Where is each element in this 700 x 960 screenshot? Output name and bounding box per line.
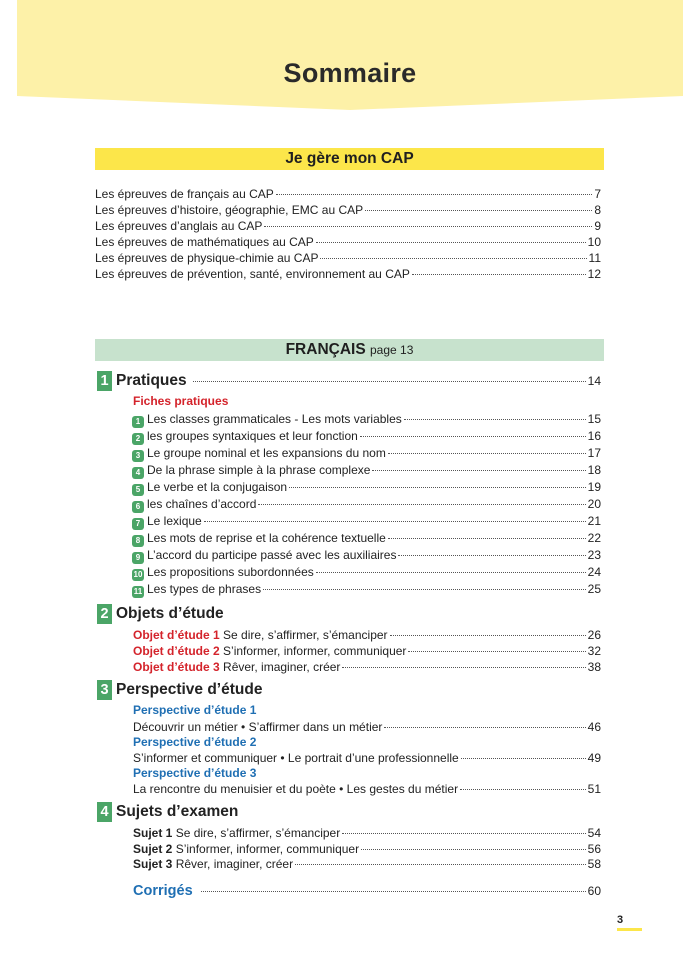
fiche-number-badge: 5	[132, 484, 144, 496]
fiche-number-badge: 1	[132, 416, 144, 428]
chapter-pratiques[interactable]: 1 Pratiques 14	[97, 371, 601, 393]
sujet-entry[interactable]: Sujet 3 Rêver, imaginer, créer 58	[133, 857, 601, 871]
perspective-heading: Perspective d’étude 2	[133, 735, 257, 749]
fiche-number-badge: 3	[132, 450, 144, 462]
toc-entry[interactable]: Les épreuves de prévention, santé, environnement au CAP 12	[95, 267, 601, 281]
toc-entry[interactable]: Les épreuves d’anglais au CAP 9	[95, 219, 601, 233]
header-banner	[0, 0, 700, 112]
corriges-entry[interactable]: Corrigés 60	[133, 883, 601, 899]
francais-section-heading	[95, 339, 604, 361]
fiche-entry[interactable]: 4 De la phrase simple à la phrase complexe 18	[132, 462, 601, 479]
fiches-pratiques-label: Fiches pratiques	[133, 394, 229, 408]
chapter-sujets-examen[interactable]: 4 Sujets d’examen	[97, 802, 601, 824]
page-number: 3	[617, 914, 624, 926]
toc-entry[interactable]: Les épreuves de mathématiques au CAP 10	[95, 235, 601, 249]
fiche-number-badge: 9	[132, 552, 144, 564]
fiche-number-badge: 11	[133, 587, 143, 596]
fiche-entry[interactable]: 6 les chaînes d’accord 20	[132, 496, 601, 513]
chapter-objets-etude[interactable]: 2 Objets d’étude	[97, 604, 601, 626]
fiche-entry[interactable]: 8 Les mots de reprise et la cohérence textuelle 22	[132, 530, 601, 547]
fiche-entry[interactable]: 3 Le groupe nominal et les expansions du nom 17	[132, 445, 601, 462]
fiche-entry[interactable]: 9 L’accord du participe passé avec les auxiliaires 23	[132, 547, 601, 564]
fiche-entry[interactable]: 1 Les classes grammaticales - Les mots variables 15	[132, 411, 601, 428]
chapter-number-badge: 3	[97, 680, 112, 700]
francais-heading-title: FRANÇAIS	[285, 341, 366, 358]
fiche-entry[interactable]: 7 Le lexique 21	[132, 513, 601, 530]
toc-entry[interactable]: Les épreuves de français au CAP 7	[95, 187, 601, 201]
objet-entry[interactable]: Objet d’étude 2 S’informer, informer, communiquer 32	[133, 644, 601, 658]
objet-entry[interactable]: Objet d’étude 3 Rêver, imaginer, créer 38	[133, 660, 601, 674]
chapter-number-badge: 1	[97, 371, 112, 391]
francais-heading-page: page 13	[370, 343, 414, 357]
cap-section-heading: Je gère mon CAP	[95, 148, 604, 170]
fiche-number-badge: 2	[132, 433, 144, 445]
fiche-number-badge: 6	[132, 501, 144, 513]
page-number-underline	[617, 928, 642, 931]
chapter-perspective-etude[interactable]: 3 Perspective d’étude	[97, 680, 601, 702]
perspective-heading: Perspective d’étude 3	[133, 766, 257, 780]
perspective-entry[interactable]: La rencontre du menuisier et du poète • Les gestes du métier 51	[133, 782, 601, 796]
chapter-number-badge: 2	[97, 604, 112, 624]
page-title: Sommaire	[283, 58, 417, 88]
chapter-number-badge: 4	[97, 802, 112, 822]
fiche-number-badge: 10	[133, 570, 143, 579]
perspective-heading: Perspective d’étude 1	[133, 703, 257, 717]
fiche-number-badge: 8	[132, 535, 144, 547]
fiche-number-badge: 4	[132, 467, 144, 479]
fiche-entry[interactable]: 10 Les propositions subordonnées 24	[133, 565, 601, 579]
perspective-entry[interactable]: S’informer et communiquer • Le portrait d’une professionnelle 49	[133, 751, 601, 765]
toc-entry[interactable]: Les épreuves d’histoire, géographie, EMC au CAP 8	[95, 203, 601, 217]
fiche-number-badge: 7	[132, 518, 144, 530]
objet-entry[interactable]: Objet d’étude 1 Se dire, s’affirmer, s’émanciper 26	[133, 628, 601, 642]
fiche-entry[interactable]: 5 Le verbe et la conjugaison 19	[132, 479, 601, 496]
fiche-entry[interactable]: 2 les groupes syntaxiques et leur fonction 16	[132, 428, 601, 445]
sujet-entry[interactable]: Sujet 1 Se dire, s’affirmer, s’émanciper 54	[133, 826, 601, 840]
toc-entry[interactable]: Les épreuves de physique-chimie au CAP 11	[95, 251, 601, 265]
fiche-entry[interactable]: 11 Les types de phrases 25	[133, 582, 601, 596]
sujet-entry[interactable]: Sujet 2 S’informer, informer, communiquer 56	[133, 842, 601, 856]
perspective-entry[interactable]: Découvrir un métier • S’affirmer dans un métier 46	[133, 720, 601, 734]
